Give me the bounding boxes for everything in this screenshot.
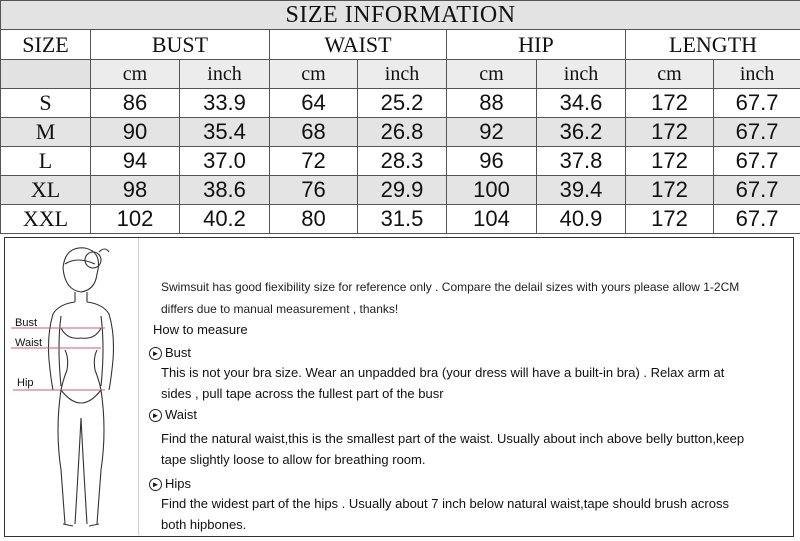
measurement-cell: 68 [270, 118, 358, 147]
bust-instructions [161, 362, 791, 404]
section-title: Waist [165, 407, 198, 422]
measurement-cell: 94 [91, 147, 180, 176]
size-label-cell: S [1, 89, 91, 118]
unit-blank-cell [1, 60, 91, 89]
size-row [1, 118, 800, 147]
unit-header: cm [270, 60, 358, 89]
measurement-cell: 172 [626, 89, 714, 118]
size-row [1, 147, 800, 176]
unit-header: cm [447, 60, 537, 89]
bust-section-heading [149, 343, 191, 363]
measurement-cell: 80 [270, 205, 358, 234]
intro-note [161, 276, 739, 320]
measurement-cell: 67.7 [714, 205, 800, 234]
measurement-cell: 28.3 [358, 147, 447, 176]
size-label-cell: XL [1, 176, 91, 205]
group-header-length: LENGTH [626, 30, 800, 60]
size-row [1, 176, 800, 205]
measurement-cell: 40.2 [180, 205, 270, 234]
body-figure-illustration [5, 238, 139, 535]
group-header-waist: WAIST [270, 30, 447, 60]
size-row [1, 89, 800, 118]
bust-marker-label: Bust [15, 317, 38, 329]
waist-instructions [161, 428, 791, 470]
measurement-cell: 38.6 [180, 176, 270, 205]
measurement-cell: 40.9 [537, 205, 626, 234]
measurement-cell: 92 [447, 118, 537, 147]
measurement-cell: 100 [447, 176, 537, 205]
intro-line: differs due to manual measurement , thanks! [161, 302, 399, 316]
measurement-cell: 67.7 [714, 147, 800, 176]
measurement-cell: 86 [91, 89, 180, 118]
measurement-cell: 31.5 [358, 205, 447, 234]
measurement-cell: 72 [270, 147, 358, 176]
measurement-cell: 172 [626, 147, 714, 176]
unit-header: inch [537, 60, 626, 89]
group-header-hip: HIP [447, 30, 626, 60]
measurement-cell: 29.9 [358, 176, 447, 205]
hips-section-heading [149, 474, 191, 494]
unit-header: inch [358, 60, 447, 89]
size-label-cell: M [1, 118, 91, 147]
hips-instructions [161, 493, 791, 535]
waist-marker-label: Waist [15, 337, 43, 349]
instruction-line: both hipbones. [161, 517, 247, 532]
intro-line: Swimsuit has good fiexibility size for reference only . Compare the delail sizes with yours please allow 1-2CM [161, 280, 740, 294]
instruction-line: Find the widest part of the hips . Usually about 7 inch below natural waist,tape should brush across [161, 496, 729, 511]
how-to-measure-heading: How to measure [153, 322, 248, 337]
measurement-cell: 36.2 [537, 118, 626, 147]
table-title: SIZE INFORMATION [1, 1, 800, 30]
measurement-cell: 67.7 [714, 89, 800, 118]
unit-header: inch [180, 60, 270, 89]
section-title: Bust [165, 345, 192, 360]
waist-section-heading [149, 405, 197, 425]
measurement-cell: 102 [91, 205, 180, 234]
measurement-cell: 34.6 [537, 89, 626, 118]
instruction-line: This is not your bra size. Wear an unpadded bra (your dress will have a built-in bra) . Relax arm at [161, 365, 725, 380]
measurement-cell: 67.7 [714, 118, 800, 147]
guide-text [139, 238, 793, 536]
bullet-arrow-icon: ► [149, 409, 162, 422]
size-label-cell: L [1, 147, 91, 176]
measurement-cell: 172 [626, 205, 714, 234]
measurement-cell: 76 [270, 176, 358, 205]
size-label-cell: XXL [1, 205, 91, 234]
unit-header: cm [91, 60, 180, 89]
unit-header: cm [626, 60, 714, 89]
hip-marker-label: Hip [17, 377, 34, 389]
measurement-cell: 172 [626, 176, 714, 205]
bullet-arrow-icon: ► [149, 347, 162, 360]
instruction-line: tape slightly loose to allow for breathing room. [161, 452, 426, 467]
measurement-cell: 104 [447, 205, 537, 234]
measurement-cell: 35.4 [180, 118, 270, 147]
instruction-line: Find the natural waist,this is the smallest part of the waist. Usually about inch above belly button,keep [161, 431, 745, 446]
instruction-line: sides , pull tape across the fullest part of the busr [161, 386, 444, 401]
measurement-cell: 98 [91, 176, 180, 205]
size-row [1, 205, 800, 234]
section-title: Hips [165, 476, 192, 491]
measurement-cell: 96 [447, 147, 537, 176]
measurement-cell: 64 [270, 89, 358, 118]
measurement-cell: 90 [91, 118, 180, 147]
group-header-bust: BUST [91, 30, 270, 60]
measurement-cell: 37.8 [537, 147, 626, 176]
measurement-cell: 88 [447, 89, 537, 118]
measure-guide [4, 237, 794, 537]
measurement-cell: 25.2 [358, 89, 447, 118]
measurement-cell: 33.9 [180, 89, 270, 118]
unit-header: inch [714, 60, 800, 89]
measurement-cell: 67.7 [714, 176, 800, 205]
measurement-cell: 172 [626, 118, 714, 147]
size-column-header: SIZE [1, 30, 91, 60]
bullet-arrow-icon: ► [149, 478, 162, 491]
measurement-cell: 39.4 [537, 176, 626, 205]
measurement-cell: 26.8 [358, 118, 447, 147]
size-table [0, 0, 800, 234]
measurement-cell: 37.0 [180, 147, 270, 176]
